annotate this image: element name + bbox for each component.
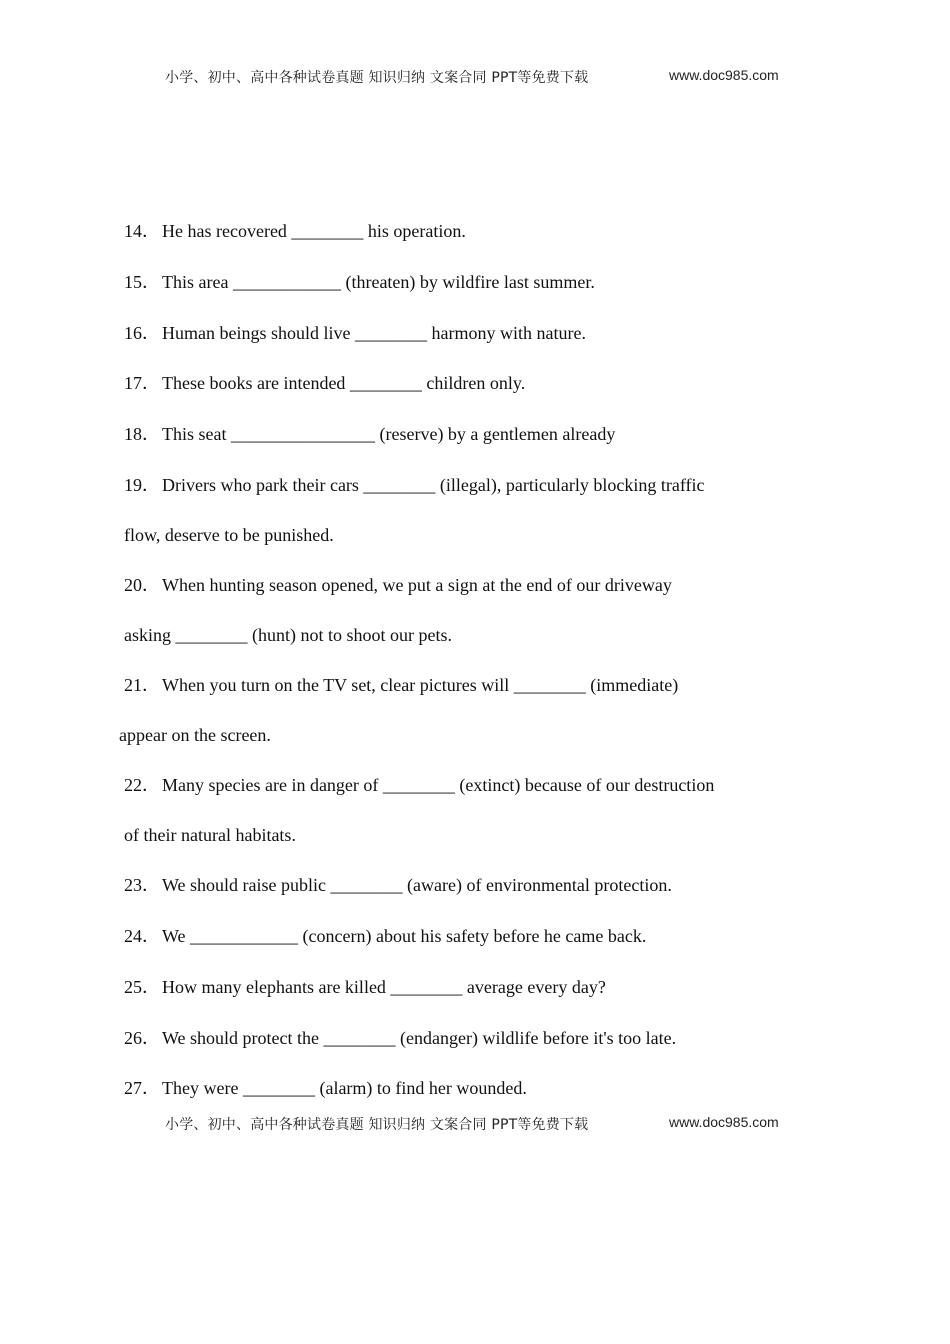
question-number: 26．: [124, 1028, 160, 1048]
question-text: He has recovered ________ his operation.: [162, 221, 466, 241]
question-number: 23．: [124, 875, 160, 895]
question-19-continuation: flow, deserve to be punished.: [124, 525, 334, 545]
question-18: [124, 423, 615, 445]
question-text: This seat ________________ (reserve) by a gentlemen already: [162, 424, 616, 444]
footer-url[interactable]: www.doc985.com: [669, 1114, 779, 1130]
question-text: Many species are in danger of ________ (extinct) because of our destruction: [162, 775, 715, 795]
question-14: [124, 220, 466, 242]
question-20: [124, 574, 672, 596]
question-21-continuation: appear on the screen.: [119, 725, 271, 745]
question-number: 16．: [124, 323, 160, 343]
question-19: [124, 474, 705, 496]
question-number: 20．: [124, 575, 160, 595]
question-text: This area ____________ (threaten) by wildfire last summer.: [162, 272, 595, 292]
question-number: 21．: [124, 675, 160, 695]
page-header: [0, 67, 950, 91]
question-22: [124, 774, 714, 796]
footer-text: 小学、初中、高中各种试卷真题 知识归纳 文案合同 PPT等免费下载: [165, 1117, 589, 1133]
question-22-continuation: of their natural habitats.: [124, 825, 296, 845]
question-number: 27．: [124, 1078, 160, 1098]
question-15: [124, 271, 595, 293]
question-text: They were ________ (alarm) to find her wounded.: [162, 1078, 527, 1098]
question-21: [124, 674, 678, 696]
question-27: [124, 1077, 527, 1099]
question-number: 18．: [124, 424, 160, 444]
question-text: We ____________ (concern) about his safety before he came back.: [162, 926, 647, 946]
question-number: 24．: [124, 926, 160, 946]
question-number: 19．: [124, 475, 160, 495]
question-number: 17．: [124, 373, 160, 393]
page-footer: [0, 1114, 950, 1138]
question-text: We should raise public ________ (aware) of environmental protection.: [162, 875, 672, 895]
header-text: 小学、初中、高中各种试卷真题 知识归纳 文案合同 PPT等免费下载: [165, 70, 589, 86]
question-text: How many elephants are killed ________ average every day?: [162, 977, 606, 997]
question-16: [124, 322, 586, 344]
question-text: Human beings should live ________ harmony with nature.: [162, 323, 586, 343]
question-24: [124, 925, 646, 947]
question-number: 14．: [124, 221, 160, 241]
question-23: [124, 874, 672, 896]
header-url[interactable]: www.doc985.com: [669, 67, 779, 83]
question-text: When hunting season opened, we put a sign at the end of our driveway: [162, 575, 672, 595]
question-text: These books are intended ________ children only.: [162, 373, 526, 393]
question-number: 22．: [124, 775, 160, 795]
question-25: [124, 976, 606, 998]
question-26: [124, 1027, 676, 1049]
question-number: 25．: [124, 977, 160, 997]
question-text: When you turn on the TV set, clear pictures will ________ (immediate): [162, 675, 679, 695]
question-20-continuation: asking ________ (hunt) not to shoot our pets.: [124, 625, 452, 645]
question-number: 15．: [124, 272, 160, 292]
question-text: Drivers who park their cars ________ (illegal), particularly blocking traffic: [162, 475, 705, 495]
question-text: We should protect the ________ (endanger) wildlife before it's too late.: [162, 1028, 677, 1048]
question-17: [124, 372, 525, 394]
